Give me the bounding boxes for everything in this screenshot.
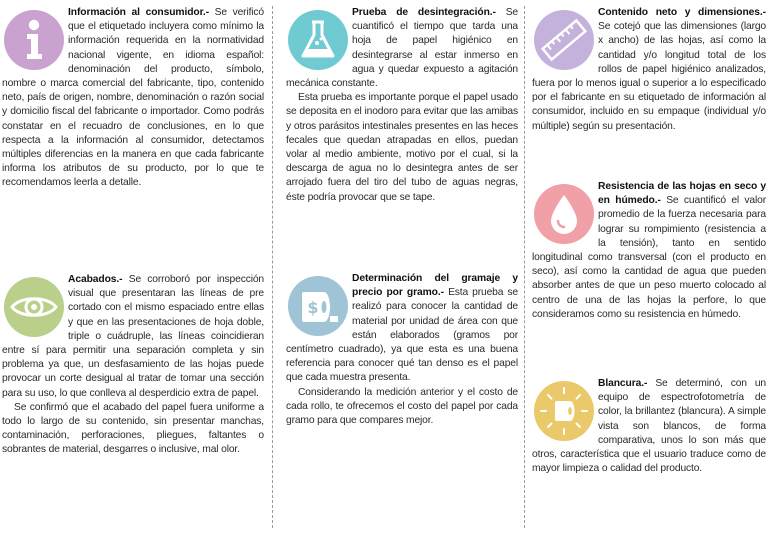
section-text: Se cuantificó el tiempo que tarda una hoja de papel higiénico en desintegrarse al estar inmerso en agua y quedar expuesto a agitación mecánica constante.: [286, 7, 519, 90]
section-acabados: [2, 273, 264, 458]
sparkle-roll-icon: [534, 381, 594, 441]
section-text: Se verificó que el etiquetado incluyera como mínimo la información requerida en la normatividad nacional vigente, en idioma español: denominación del producto, símbolo, nombre o marca comercial del fabricante, tipo, contenido neto, país de origen, nombre, denominación o razón social y domicilio fiscal del fabricante o importador. Como podrás constatar en el recuadro de conclusiones, en lo que respecta a la información al consumidor, detectamos múltiples diferencias en la manera en que cada fabricante informa los atributos de su producto, por lo que te recomendamos leerla a detalle.: [2, 7, 265, 189]
section-gramaje: [286, 272, 518, 428]
water-drop-icon: [534, 184, 594, 244]
column-divider-left: [272, 6, 273, 528]
eye-icon: [4, 277, 64, 337]
column-divider-right: [524, 6, 525, 528]
section-title: Información al consumidor.-: [68, 7, 210, 18]
section-text-2: Se confirmó que el acabado del papel fuera uniforme a todo lo largo de su contenido, sin presentar manchas, contaminación, perforaciones, pliegues, faltantes o sobrantes de material, desgarres o inclusive, mal olor.: [2, 401, 264, 456]
section-text-2: Esta prueba es importante porque el papel usado se deposita en el inodoro para evitar que las amibas y otros parásitos intestinales presentes en las heces fecales que quedan atrapadas en ellos, puedan volar al medio ambiente, motivo por el cual, si la descarga de agua no lo desintegra antes de ser arrojado fuera del tiro del tubo de aguas negras, éste podría provocar que se tape.: [286, 92, 518, 203]
svg-text:$: $: [307, 298, 319, 317]
section-blancura: [532, 377, 766, 476]
section-title: Acabados.-: [68, 274, 123, 285]
section-title: Determinación del gramaje y precio por gramo.-: [352, 273, 518, 299]
info-icon: [4, 10, 64, 70]
section-contenido: [532, 6, 766, 134]
section-resistencia: [532, 180, 766, 322]
section-title: Resistencia de las hojas en seco y en húmedo.-: [598, 181, 766, 207]
section-text: Se cotejó que las dimensiones (largo x ancho) de las hojas, así como la cantidad y/o longitud total de los rollos de papel higiénico analizados, fuera por lo menos igual o superior a lo especificado por el fabricante en su etiquetado de información al consumidor, incluido en su empaque (individual y/o múltiple) según su presentación.: [532, 21, 766, 132]
paper-roll-price-icon: [288, 276, 348, 336]
section-title: Blancura.-: [598, 378, 648, 389]
section-text: Se corroboró por inspección visual que presentaran las líneas de pre cortado con el mismo espaciado entre ellas y que en las presentaciones de hoja doble, triple o cuádruple, las líneas coincidieran entre sí para permitir una separación completa y sin problema ya que, un desfasamiento de las hojas puede provocar un corte desigual al tratar de tomar una sección para su uso, lo que conlleva al desperdicio extra de papel.: [2, 274, 264, 399]
section-desintegracion: [286, 6, 518, 205]
section-text: Se determinó, con un equipo de espectrofotometría de color, la brillantez (blancura). A simple vista son blancos, de forma comparativa, unos lo son más que otros, característica que el usuario traduce como de mayor limpieza o calidad del producto.: [532, 378, 766, 475]
ruler-icon: [534, 10, 594, 70]
section-text: Esta prueba se realizó para conocer la cantidad de material por unidad de área con que están elaborados (gramos por centímetro cuadrado), ya que esta es una buena referencia para conocer qué tan denso es el papel que cada muestra presenta.: [286, 287, 519, 384]
section-informacion: [2, 6, 264, 191]
section-title: Contenido neto y dimensiones.-: [598, 7, 766, 18]
section-text: Se cuantificó el valor promedio de la fuerza necesaria para lograr su rompimiento (resistencia a la tensión), tanto en sentido longitudinal como transversal (con el producto en seco), así como la cantidad de agua que pueden absorber antes de que un peso muerto colocado al centro de una de las hojas la perfore, lo que consideramos como su resistencia en húmedo.: [532, 195, 767, 320]
section-title: Prueba de desintegración.-: [352, 7, 496, 18]
section-text-2: Considerando la medición anterior y el costo de cada rollo, te ofrecemos el costo del papel por cada gramo para que compares mejor.: [286, 386, 518, 427]
flask-icon: [288, 10, 348, 70]
